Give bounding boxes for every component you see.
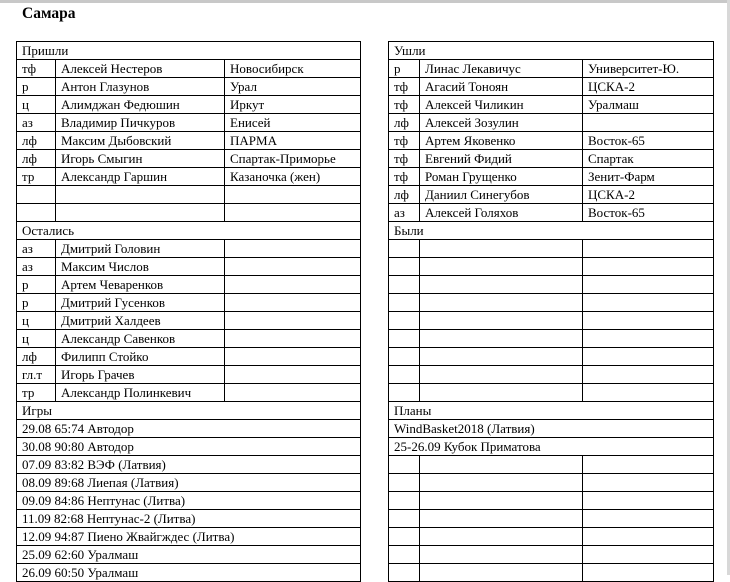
left-player-name-cell: Артем Яковенко: [420, 132, 583, 150]
column-gap: [361, 420, 389, 438]
arrived-team-cell: Спартак-Приморье: [225, 150, 361, 168]
left-player-name-cell: Алексей Чиликин: [420, 96, 583, 114]
were-position-cell: [389, 258, 420, 276]
were-position-cell: [389, 384, 420, 402]
roster-table: [16, 41, 714, 582]
left-position-cell: тф: [389, 132, 420, 150]
game-result-cell: 26.09 60:50 Уралмаш: [17, 564, 361, 582]
arrived-player-name-cell: Игорь Смыгин: [56, 150, 225, 168]
table-row: [17, 492, 714, 510]
column-gap: [361, 240, 389, 258]
stayed-team-cell: [225, 258, 361, 276]
were-position-cell: [389, 366, 420, 384]
stayed-position-cell: аз: [17, 258, 56, 276]
stayed-position-cell: тр: [17, 384, 56, 402]
stayed-position-cell: аз: [17, 240, 56, 258]
plan-cell: [420, 456, 583, 474]
plan-cell: [389, 474, 420, 492]
arrived-player-name-cell: [56, 186, 225, 204]
left-player-name-cell: Даниил Синегубов: [420, 186, 583, 204]
table-row: [17, 150, 714, 168]
table-row: [17, 132, 714, 150]
game-result-cell: 29.08 65:74 Автодор: [17, 420, 361, 438]
stayed-team-cell: [225, 348, 361, 366]
arrived-player-name-cell: Максим Дыбовский: [56, 132, 225, 150]
stayed-team-cell: [225, 312, 361, 330]
column-gap: [361, 258, 389, 276]
column-gap: [361, 222, 389, 240]
arrived-position-cell: ц: [17, 96, 56, 114]
stayed-team-cell: [225, 294, 361, 312]
arrived-player-name-cell: Антон Глазунов: [56, 78, 225, 96]
arrived-position-cell: лф: [17, 150, 56, 168]
left-player-name-cell: Линас Лекавичус: [420, 60, 583, 78]
plan-cell: [389, 546, 420, 564]
left-team-cell: Университет-Ю.: [583, 60, 714, 78]
stayed-player-name-cell: Дмитрий Гусенков: [56, 294, 225, 312]
column-gap: [361, 474, 389, 492]
section-header-left: Ушли: [389, 42, 714, 60]
were-player-name-cell: [420, 330, 583, 348]
were-player-name-cell: [420, 258, 583, 276]
column-gap: [361, 330, 389, 348]
table-row: [17, 420, 714, 438]
game-result-cell: 30.08 90:80 Автодор: [17, 438, 361, 456]
stayed-position-cell: лф: [17, 348, 56, 366]
left-team-cell: Восток-65: [583, 132, 714, 150]
plan-cell: [420, 474, 583, 492]
arrived-position-cell: [17, 186, 56, 204]
were-player-name-cell: [420, 366, 583, 384]
column-gap: [361, 492, 389, 510]
were-position-cell: [389, 276, 420, 294]
left-position-cell: лф: [389, 186, 420, 204]
were-team-cell: [583, 366, 714, 384]
column-gap: [361, 96, 389, 114]
left-player-name-cell: Алексей Зозулин: [420, 114, 583, 132]
table-row: [17, 330, 714, 348]
stayed-position-cell: гл.т: [17, 366, 56, 384]
stayed-team-cell: [225, 384, 361, 402]
were-player-name-cell: [420, 276, 583, 294]
table-row: [17, 564, 714, 582]
table-row: [17, 474, 714, 492]
arrived-position-cell: лф: [17, 132, 56, 150]
game-result-cell: 11.09 82:68 Нептунас-2 (Литва): [17, 510, 361, 528]
column-gap: [361, 456, 389, 474]
arrived-player-name-cell: Владимир Пичкуров: [56, 114, 225, 132]
section-header-stayed: Остались: [17, 222, 361, 240]
left-position-cell: р: [389, 60, 420, 78]
table-row: [17, 348, 714, 366]
plan-cell: 25-26.09 Кубок Приматова: [389, 438, 714, 456]
column-gap: [361, 564, 389, 582]
column-gap: [361, 366, 389, 384]
game-result-cell: 08.09 89:68 Лиепая (Латвия): [17, 474, 361, 492]
table-row: [17, 366, 714, 384]
were-team-cell: [583, 294, 714, 312]
arrived-position-cell: тр: [17, 168, 56, 186]
table-row: [17, 438, 714, 456]
were-team-cell: [583, 384, 714, 402]
column-gap: [361, 510, 389, 528]
left-team-cell: Уралмаш: [583, 96, 714, 114]
were-position-cell: [389, 348, 420, 366]
stayed-team-cell: [225, 330, 361, 348]
table-row: [17, 240, 714, 258]
plan-cell: [583, 456, 714, 474]
column-gap: [361, 438, 389, 456]
were-team-cell: [583, 312, 714, 330]
stayed-player-name-cell: Александр Полинкевич: [56, 384, 225, 402]
game-result-cell: 07.09 83:82 ВЭФ (Латвия): [17, 456, 361, 474]
arrived-team-cell: Иркут: [225, 96, 361, 114]
arrived-player-name-cell: Алимджан Федюшин: [56, 96, 225, 114]
arrived-team-cell: Казаночка (жен): [225, 168, 361, 186]
stayed-player-name-cell: Игорь Грачев: [56, 366, 225, 384]
were-position-cell: [389, 294, 420, 312]
arrived-position-cell: аз: [17, 114, 56, 132]
table-row: [17, 258, 714, 276]
column-gap: [361, 402, 389, 420]
column-gap: [361, 132, 389, 150]
left-team-cell: Зенит-Фарм: [583, 168, 714, 186]
plan-cell: [420, 492, 583, 510]
arrived-position-cell: тф: [17, 60, 56, 78]
were-player-name-cell: [420, 384, 583, 402]
arrived-position-cell: р: [17, 78, 56, 96]
arrived-player-name-cell: Алексей Нестеров: [56, 60, 225, 78]
arrived-player-name-cell: [56, 204, 225, 222]
game-result-cell: 12.09 94:87 Пиено Жвайгждес (Литва): [17, 528, 361, 546]
left-team-cell: Спартак: [583, 150, 714, 168]
left-position-cell: тф: [389, 78, 420, 96]
game-result-cell: 25.09 62:60 Уралмаш: [17, 546, 361, 564]
section-header-row: [17, 222, 714, 240]
were-player-name-cell: [420, 312, 583, 330]
were-team-cell: [583, 330, 714, 348]
column-gap: [361, 294, 389, 312]
stayed-team-cell: [225, 240, 361, 258]
table-row: [17, 294, 714, 312]
arrived-team-cell: Енисей: [225, 114, 361, 132]
table-row: [17, 204, 714, 222]
section-header-were: Были: [389, 222, 714, 240]
left-team-cell: Восток-65: [583, 204, 714, 222]
were-position-cell: [389, 240, 420, 258]
left-position-cell: тф: [389, 150, 420, 168]
left-team-cell: ЦСКА-2: [583, 78, 714, 96]
arrived-player-name-cell: Александр Гаршин: [56, 168, 225, 186]
were-position-cell: [389, 330, 420, 348]
plan-cell: [420, 510, 583, 528]
stayed-player-name-cell: Артем Чеваренков: [56, 276, 225, 294]
column-gap: [361, 186, 389, 204]
were-team-cell: [583, 240, 714, 258]
left-position-cell: аз: [389, 204, 420, 222]
page-title: Самара: [22, 5, 76, 22]
left-position-cell: тф: [389, 168, 420, 186]
table-row: [17, 312, 714, 330]
plan-cell: [389, 528, 420, 546]
plan-cell: [389, 492, 420, 510]
table-row: [17, 168, 714, 186]
column-gap: [361, 348, 389, 366]
table-row: [17, 186, 714, 204]
arrived-position-cell: [17, 204, 56, 222]
plan-cell: [420, 528, 583, 546]
column-gap: [361, 42, 389, 60]
left-team-cell: [583, 114, 714, 132]
table-row: [17, 384, 714, 402]
stayed-player-name-cell: Дмитрий Головин: [56, 240, 225, 258]
column-gap: [361, 168, 389, 186]
stayed-position-cell: ц: [17, 312, 56, 330]
stayed-team-cell: [225, 366, 361, 384]
were-player-name-cell: [420, 240, 583, 258]
column-gap: [361, 528, 389, 546]
stayed-team-cell: [225, 276, 361, 294]
plan-cell: [583, 546, 714, 564]
left-position-cell: лф: [389, 114, 420, 132]
column-gap: [361, 312, 389, 330]
window-top-border: [0, 0, 730, 3]
left-player-name-cell: Евгений Фидий: [420, 150, 583, 168]
stayed-player-name-cell: Дмитрий Халдеев: [56, 312, 225, 330]
stayed-position-cell: р: [17, 294, 56, 312]
were-team-cell: [583, 258, 714, 276]
plan-cell: [389, 456, 420, 474]
table-row: [17, 456, 714, 474]
plan-cell: [420, 564, 583, 582]
stayed-player-name-cell: Александр Савенков: [56, 330, 225, 348]
arrived-team-cell: [225, 204, 361, 222]
arrived-team-cell: Урал: [225, 78, 361, 96]
table-row: [17, 78, 714, 96]
plan-cell: [583, 564, 714, 582]
plan-cell: [583, 510, 714, 528]
column-gap: [361, 150, 389, 168]
section-header-row: [17, 402, 714, 420]
were-team-cell: [583, 276, 714, 294]
left-team-cell: ЦСКА-2: [583, 186, 714, 204]
plan-cell: [389, 510, 420, 528]
arrived-team-cell: Новосибирск: [225, 60, 361, 78]
plan-cell: WindBasket2018 (Латвия): [389, 420, 714, 438]
column-gap: [361, 276, 389, 294]
section-header-arrived: Пришли: [17, 42, 361, 60]
section-header-plans: Планы: [389, 402, 714, 420]
were-team-cell: [583, 348, 714, 366]
left-position-cell: тф: [389, 96, 420, 114]
column-gap: [361, 204, 389, 222]
stayed-player-name-cell: Максим Числов: [56, 258, 225, 276]
section-header-row: [17, 42, 714, 60]
plan-cell: [583, 474, 714, 492]
game-result-cell: 09.09 84:86 Нептунас (Литва): [17, 492, 361, 510]
stayed-player-name-cell: Филипп Стойко: [56, 348, 225, 366]
arrived-team-cell: [225, 186, 361, 204]
were-position-cell: [389, 312, 420, 330]
column-gap: [361, 114, 389, 132]
were-player-name-cell: [420, 348, 583, 366]
table-row: [17, 276, 714, 294]
table-row: [17, 60, 714, 78]
table-row: [17, 96, 714, 114]
section-header-games: Игры: [17, 402, 361, 420]
plan-cell: [389, 564, 420, 582]
left-player-name-cell: Роман Грущенко: [420, 168, 583, 186]
left-player-name-cell: Алексей Голяхов: [420, 204, 583, 222]
left-player-name-cell: Агасий Тоноян: [420, 78, 583, 96]
plan-cell: [583, 492, 714, 510]
table-row: [17, 114, 714, 132]
table-row: [17, 528, 714, 546]
plan-cell: [420, 546, 583, 564]
column-gap: [361, 78, 389, 96]
plan-cell: [583, 528, 714, 546]
column-gap: [361, 384, 389, 402]
stayed-position-cell: р: [17, 276, 56, 294]
column-gap: [361, 546, 389, 564]
table-row: [17, 546, 714, 564]
were-player-name-cell: [420, 294, 583, 312]
arrived-team-cell: ПАРМА: [225, 132, 361, 150]
stayed-position-cell: ц: [17, 330, 56, 348]
column-gap: [361, 60, 389, 78]
table-row: [17, 510, 714, 528]
